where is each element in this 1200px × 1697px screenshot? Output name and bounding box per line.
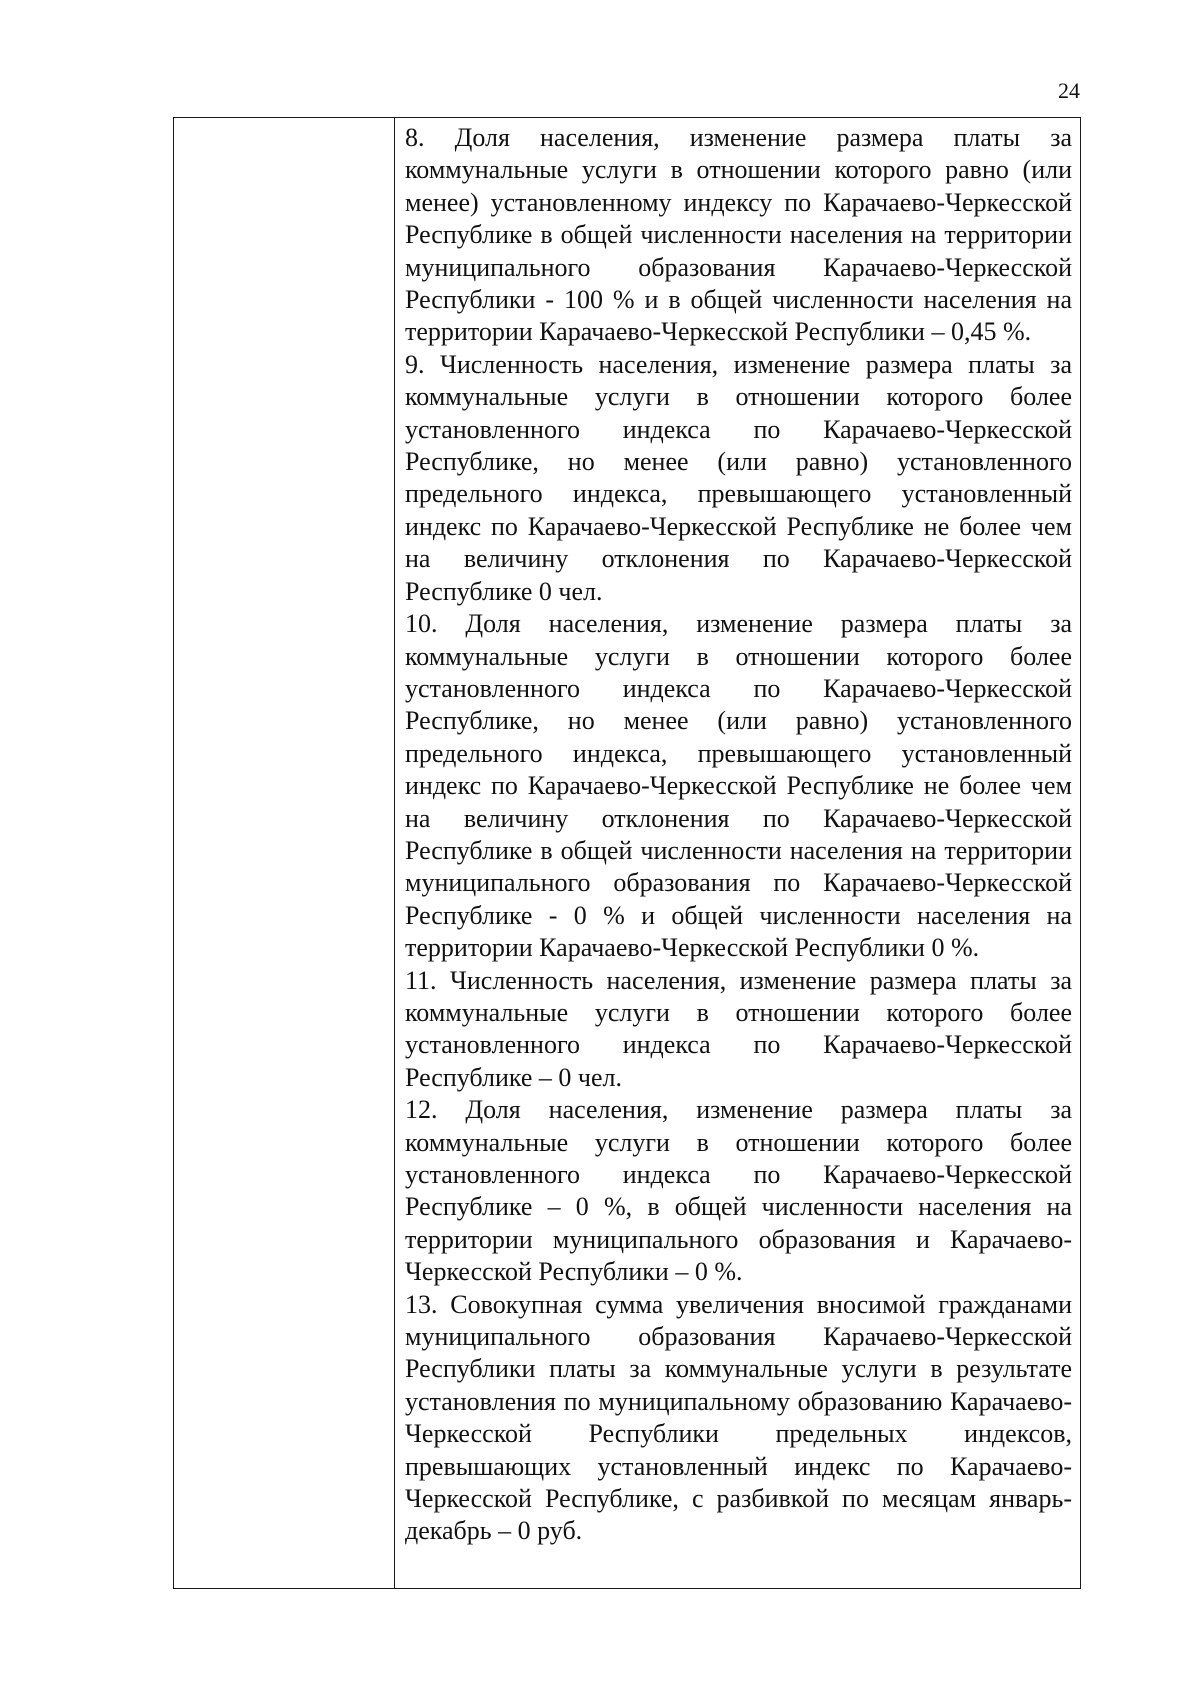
indicator-item-11: 11. Численность населения, изменение размера платы за коммунальные услуги в отношении которого более установленного индекса по Карачаево-Черкесской Республике – 0 чел. bbox=[405, 965, 1072, 1092]
indicator-item-10: 10. Доля населения, изменение размера платы за коммунальные услуги в отношении которого более установленного индекса по Карачаево-Черкесской Республике, но менее (или равно) установленного предельного индекса, превышающего установленный индекс по Карачаево-Черкесской Республике не более чем на величину отклонения по Карачаево-Черкесской Республике в общей численности населения на территории муниципального образования по Карачаево-Черкесской Республике - 0 % и общей численности населения на территории Карачаево-Черкесской Республики 0 %. bbox=[405, 609, 1072, 963]
table-right-cell bbox=[395, 118, 1080, 1588]
document-table bbox=[173, 117, 1081, 1589]
indicator-item-12: 12. Доля населения, изменение размера платы за коммунальные услуги в отношении которого более установленного индекса по Карачаево-Черкесской Республике – 0 %, в общей численности населения на территории муниципального образования и Карачаево-Черкесской Республики – 0 %. bbox=[405, 1095, 1072, 1287]
indicator-item-8: 8. Доля населения, изменение размера платы за коммунальные услуги в отношении которого равно (или менее) установленному индексу по Карачаево-Черкесской Республике в общей численности населения на территории муниципального образования Карачаево-Черкесской Республики - 100 % и в общей численности населения на территории Карачаево-Черкесской Республики – 0,45 %. bbox=[405, 123, 1072, 347]
table-left-cell bbox=[174, 118, 395, 1588]
indicator-item-13: 13. Совокупная сумма увеличения вносимой гражданами муниципального образования Карачаево-Черкесской Республики платы за коммунальные услуги в результате установления по муниципальному образованию Карачаево-Черкесской Республики предельных индексов, превышающих установленный индекс по Карачаево-Черкесской Республике, с разбивкой по месяцам январь-декабрь – 0 руб. bbox=[405, 1289, 1072, 1546]
indicator-item-9: 9. Численность населения, изменение размера платы за коммунальные услуги в отношении которого более установленного индекса по Карачаево-Черкесской Республике, но менее (или равно) установленного предельного индекса, превышающего установленный индекс по Карачаево-Черкесской Республике не более чем на величину отклонения по Карачаево-Черкесской Республике 0 чел. bbox=[405, 349, 1072, 606]
page-number: 24 bbox=[1058, 78, 1080, 103]
